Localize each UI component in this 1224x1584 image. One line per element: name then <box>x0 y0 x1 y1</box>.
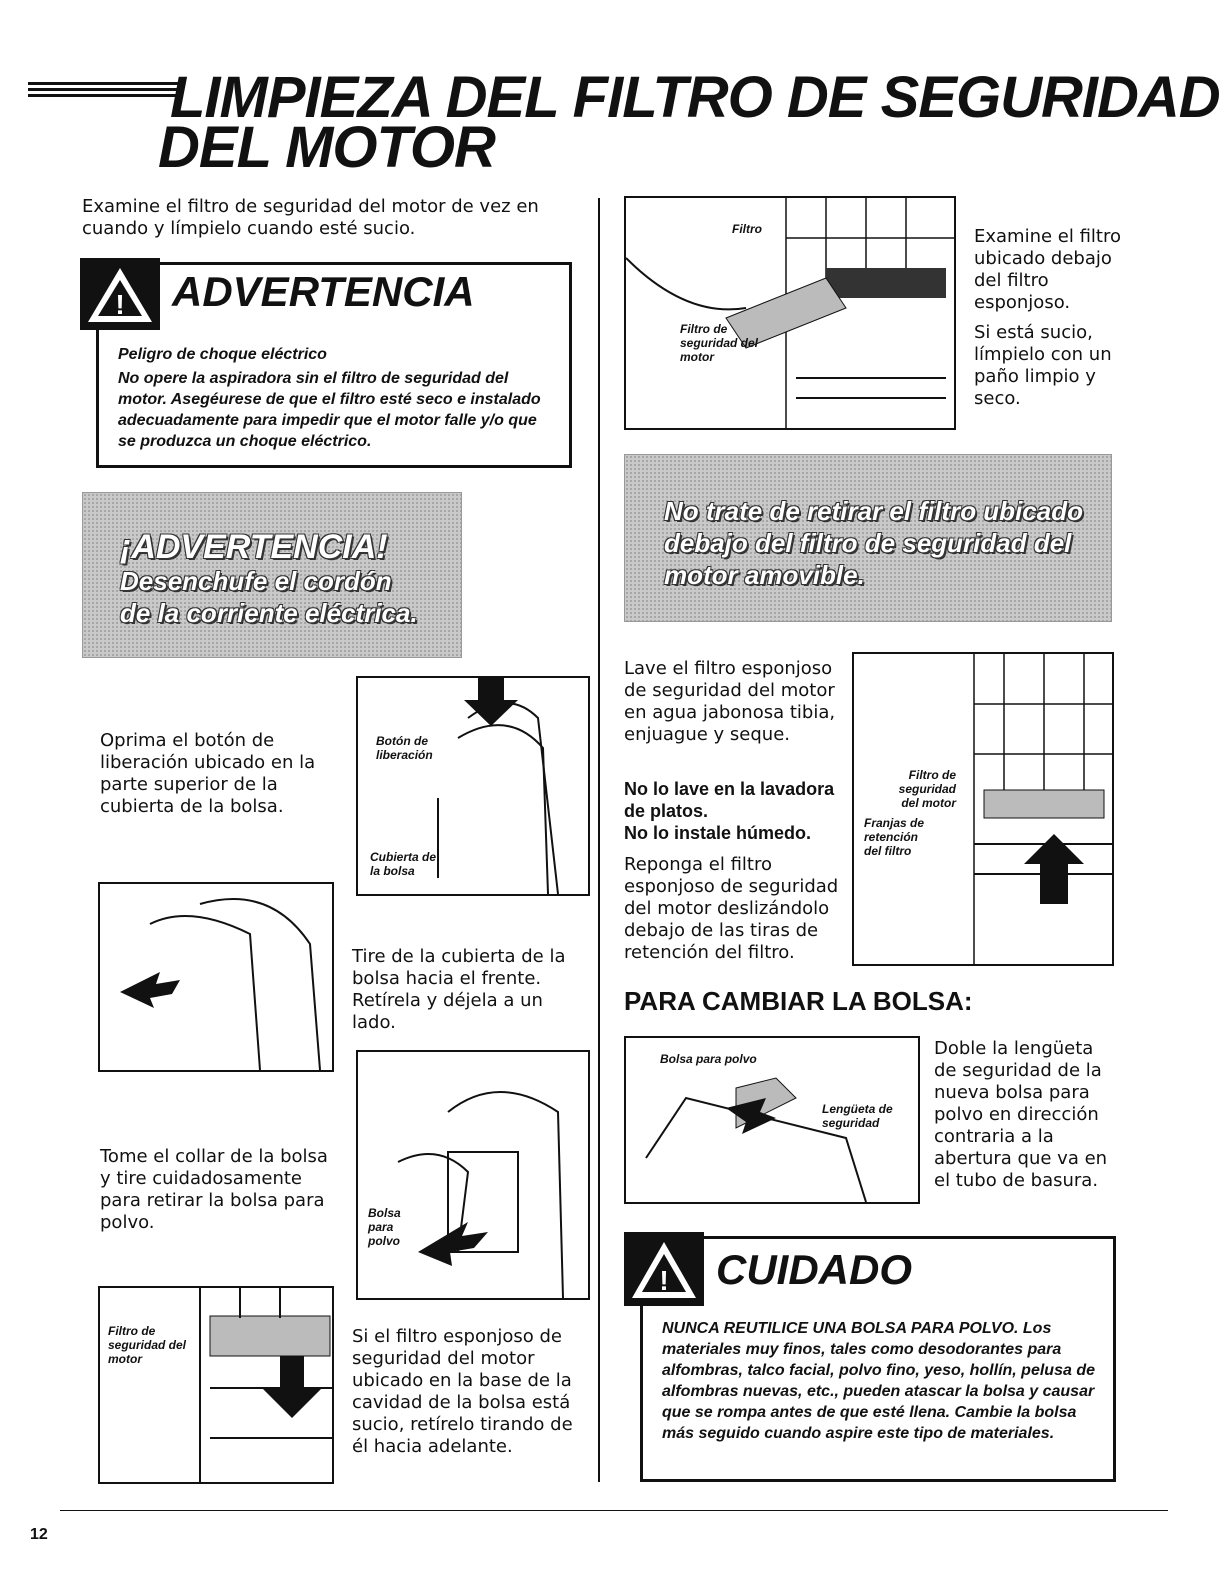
inspect-text-2: Si está sucio, límpielo con un paño limpio y seco. <box>974 322 1112 409</box>
label-filter: Filtro <box>732 222 762 236</box>
warning-subheading: Peligro de choque eléctrico <box>118 346 327 363</box>
figure-remove-cover <box>98 882 334 1072</box>
page-title-line1: LIMPIEZA DEL FILTRO DE SEGURIDAD <box>170 65 1220 130</box>
label-safety-tab: Lengüeta de seguridad <box>822 1102 893 1130</box>
warning-triangle-icon <box>80 258 160 330</box>
wash-bold-1: No lo lave en la lavadora de platos. <box>624 779 835 821</box>
plaque-left-line2: Desenchufe el cordón <box>120 566 392 596</box>
title-rules <box>28 82 178 104</box>
caution-icon-bg <box>624 1232 704 1306</box>
svg-text:!: ! <box>115 289 125 320</box>
wash-text-1: Lave el filtro esponjoso de seguridad del motor en agua jabonosa tibia, enjuague y seque. <box>624 658 836 745</box>
column-divider <box>598 198 600 1482</box>
plaque-left-line1: ¡ADVERTENCIA! <box>120 528 388 566</box>
caution-heading: CUIDADO <box>716 1246 912 1293</box>
step2-text: Tire de la cubierta de la bolsa hacia el frente. Retírela y déjela a un lado. <box>352 946 566 1033</box>
plaque-left-line3: de la corriente eléctrica. <box>120 598 418 628</box>
step4-text: Si el filtro esponjoso de seguridad del motor ubicado en la base de la cavidad de la bolsa está sucio, retírelo tirando de él hacia adelante. <box>352 1326 573 1457</box>
warning-text: No opere la aspiradora sin el filtro de seguridad del motor. Asegéurese de que el filtro esté seco e instalado adecuadamente para impedir que el motor falle y/o que se produzca un choque eléctrico. <box>118 370 541 450</box>
label-bag: Bolsa para polvo <box>660 1052 757 1066</box>
label-bag-cover: Cubierta de la bolsa <box>370 850 437 878</box>
intro-text: Examine el filtro de seguridad del motor de vez en cuando y límpielo cuando esté sucio. <box>82 196 539 239</box>
filter-inspect-illustration <box>626 198 954 428</box>
label-motor-filter: Filtro de seguridad del motor <box>108 1324 187 1366</box>
svg-text:!: ! <box>659 1265 669 1296</box>
motor-filter-illustration <box>100 1288 332 1482</box>
plaque-right-line3: motor amovible. <box>664 560 865 590</box>
caution-text: NUNCA REUTILICE UNA BOLSA PARA POLVO. Los materiales muy finos, tales como desodorantes para alfombras, talco facial, polvo fino, yeso, hollín, pelusa de alfombras nuevas, etc., pueden atascar la bolsa y causar que se rompa antes de que esté llena. Cambie la bolsa más seguido cuando aspire este tipo de materiales. <box>662 1320 1095 1442</box>
step3-text: Tome el collar de la bolsa y tire cuidadosamente para retirar la bolsa para polvo. <box>100 1146 328 1233</box>
bag-removal-illustration <box>358 1052 588 1298</box>
figure-filter-inspect <box>624 196 956 430</box>
figure-motor-filter <box>98 1286 334 1484</box>
plaque-right-line2: debajo del filtro de seguridad del <box>664 528 1072 558</box>
cover-removal-illustration <box>100 884 332 1070</box>
page-number: 12 <box>30 1526 48 1543</box>
label-release-button: Botón de liberación <box>376 734 433 762</box>
footer-rule <box>60 1510 1168 1511</box>
label-safety-filter: Filtro de seguridad del motor <box>680 322 759 364</box>
label-retention-strips: Franjas de retención del filtro <box>864 816 925 858</box>
warning-heading: ADVERTENCIA <box>172 268 475 315</box>
inspect-text-1: Examine el filtro ubicado debajo del filtro esponjoso. <box>974 226 1122 313</box>
label-dust-bag: Bolsa para polvo <box>368 1206 401 1248</box>
figure-remove-bag <box>356 1050 590 1300</box>
label-motor-safety-filter: Filtro de seguridad del motor <box>898 768 956 810</box>
caution-triangle-icon <box>624 1232 704 1306</box>
plaque-right-line1: No trate de retirar el filtro ubicado <box>664 496 1083 526</box>
change-bag-heading: PARA CAMBIAR LA BOLSA: <box>624 986 973 1016</box>
wash-bold-2: No lo instale húmedo. <box>624 823 812 843</box>
warning-icon-bg <box>80 258 160 330</box>
step1-text: Oprima el botón de liberación ubicado en la parte superior de la cubierta de la bolsa. <box>100 730 316 817</box>
page-title-line2: DEL MOTOR <box>158 115 495 180</box>
bag-text: Doble la lengüeta de seguridad de la nueva bolsa para polvo en dirección contraria a la abertura que va en el tubo de basura. <box>934 1038 1108 1191</box>
wash-text-2: Reponga el filtro esponjoso de seguridad del motor deslizándolo debajo de las tiras de retención del filtro. <box>624 854 839 963</box>
